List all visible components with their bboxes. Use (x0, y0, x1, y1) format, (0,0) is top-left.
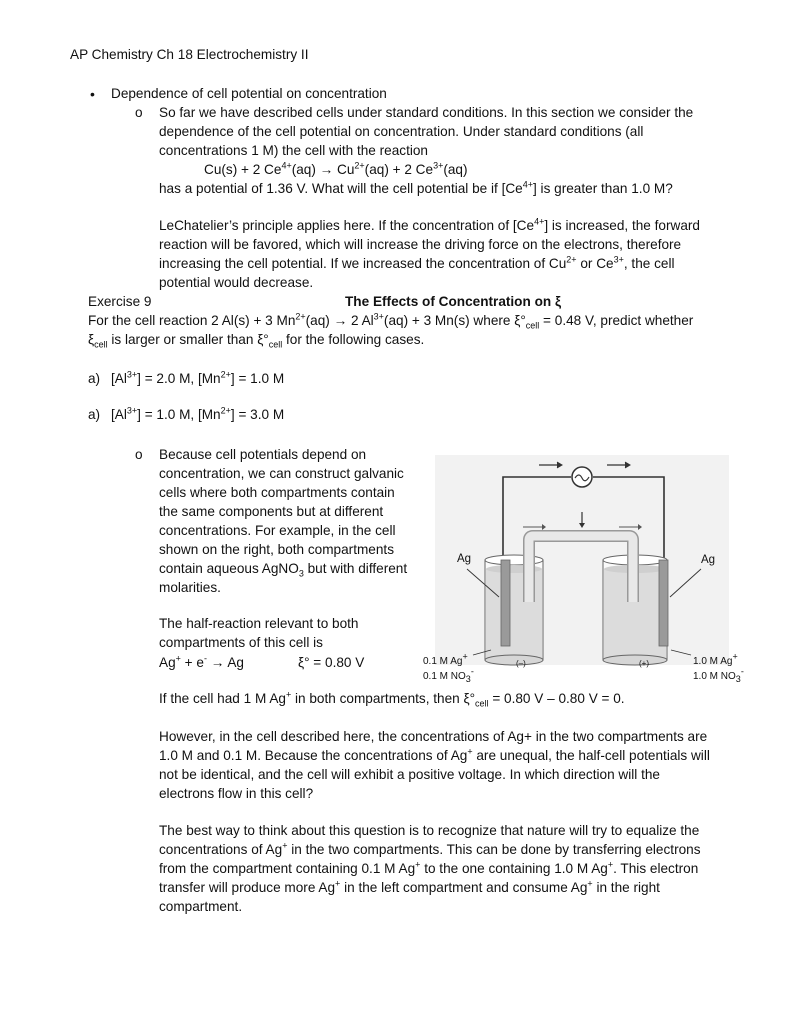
para2-line2: reaction will be favored, which will increase the driving force on the electrons, therefore (159, 237, 682, 252)
case-a2-text: $[Al^{3+}] = 1.0$ M, $[Mn^{2+}] = 3.0$ M (111, 405, 285, 422)
para4-line1: The best way to think about this question is to recognize that nature will try to equalize the (159, 823, 700, 838)
conc-line1: Because cell potentials depend on (159, 447, 367, 462)
if-line: If the cell had 1 M Ag+ in both compartments, then $\xi^\circ_{cell} = 0.80$ V – 0.80 V = 0. (159, 689, 625, 709)
bullet-text: Dependence of cell potential on concentration (111, 86, 387, 101)
para3-line1: However, in the cell described here, the concentrations of Ag+ in the two compartments are (159, 729, 708, 744)
reaction-equation: Cu(s) + 2 $Ce^{4+}(aq) \to Cu^{2+}(aq) + 2$ $Ce^{3+}(aq)$ (204, 160, 468, 177)
para4-line3: from the compartment containing 0.1 M Ag+ to the one containing 1.0 M Ag+. This electron (159, 859, 699, 876)
para1-line2: dependence of the cell potential on concentration. Under standard conditions (all (159, 124, 644, 139)
conc-line3: cells where both compartments contain (159, 485, 395, 500)
arrow-icon: → (210, 655, 225, 670)
arrow-icon: → (319, 162, 334, 177)
anode-sign: (–) (516, 659, 526, 668)
para4-line5: compartment. (159, 899, 243, 914)
para3-line3: not be identical, and the cell will exhibit a positive voltage. In which direction will the (159, 767, 660, 782)
page-title: AP Chemistry Ch 18 Electrochemistry II (70, 47, 309, 62)
conc-line8: molarities. (159, 580, 221, 595)
para4-line2: concentrations of Ag+ in the two compartments. This can be done by transferring electrons (159, 840, 701, 857)
conc-line2: concentration, we can construct galvanic (159, 466, 404, 481)
para3-line2: 1.0 M and 0.1 M. Because the concentrations of Ag+ are unequal, the half-cell potentials will (159, 746, 710, 763)
para1-line3: concentrations 1 M) the cell with the reaction (159, 143, 428, 158)
exercise-title: The Effects of Concentration on ξ (345, 294, 562, 309)
arrow-icon: → (333, 313, 348, 328)
exercise-line1: For the cell reaction 2 Al(s) + 3 $Mn^{2+}(aq) \to 2$ $Al^{3+}(aq) + 3$ Mn(s) where $\xi^\circ_{cell} = 0.48$ V, predict whether (88, 311, 694, 331)
half-potential: ξ° = 0.80 V (298, 655, 365, 670)
para3-line4: electrons flow in this cell? (159, 786, 314, 801)
case-a1-label: a) (88, 371, 101, 386)
half-reaction: Ag+ + e- → Ag (159, 653, 244, 670)
para2-line4: potential would decrease. (159, 275, 314, 290)
right-electrode (659, 560, 668, 646)
right-concentration-no3: 1.0 M $NO_3^-$ (693, 666, 744, 684)
case-a1-text: $[Al^{3+}] = 2.0$ M, $[Mn^{2+}] = 1.0$ M (111, 369, 285, 386)
sub-bullet-icon: o (135, 447, 143, 462)
para1-line4: has a potential of 1.36 V. What will the cell potential be if $[Ce^{4+}]$ is greater than 1.0 M? (159, 179, 673, 196)
galvanic-cell-diagram (421, 452, 756, 692)
conc-line4: the same components but at different (159, 504, 384, 519)
half-line2: compartments of this cell is (159, 635, 323, 650)
conc-line5: concentrations. For example, in the cell (159, 523, 396, 538)
para2-line1: LeChatelier’s principle applies here. If the concentration of $[Ce^{4+}]$ is increased, the forward (159, 216, 700, 233)
bullet-icon: • (90, 86, 95, 102)
sub-bullet-icon: o (135, 105, 143, 120)
case-a2-label: a) (88, 407, 101, 422)
exercise-line2: $\xi_{cell}$ is larger or smaller than $\xi^\circ_{cell}$ for the following cases. (88, 332, 425, 350)
para1-line1: So far we have described cells under standard conditions. In this section we consider the (159, 105, 694, 120)
exercise-label: Exercise 9 (88, 294, 152, 309)
cathode-sign: (+) (639, 659, 649, 668)
half-line1: The half-reaction relevant to both (159, 616, 359, 631)
conc-line6: shown on the right, both compartments (159, 542, 394, 557)
left-concentration-no3: 0.1 M $NO_3^-$ (423, 666, 474, 684)
left-electrode (501, 560, 510, 646)
para2-line3: increasing the cell potential. If we increased the concentration of $Cu^{2+}$ or $Ce^{3+}$, the cell (159, 254, 675, 271)
conc-line7: contain aqueous AgNO$_3$ but with different (159, 561, 408, 579)
right-concentration-ag: 1.0 M Ag+ (693, 651, 738, 667)
right-electrode-label: Ag (701, 554, 716, 566)
left-electrode-label: Ag (457, 553, 472, 565)
para4-line4: transfer will produce more Ag+ in the left compartment and consume Ag+ in the right (159, 878, 660, 895)
left-concentration-ag: 0.1 M Ag+ (423, 651, 468, 667)
